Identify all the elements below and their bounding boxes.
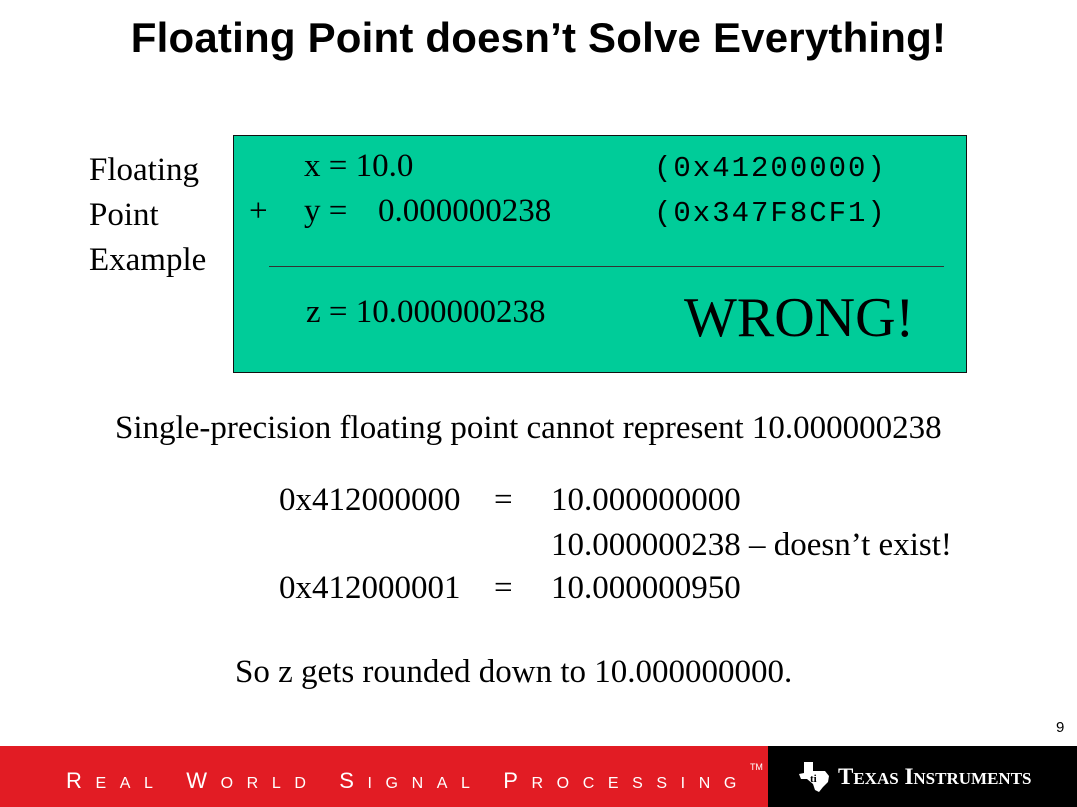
side-label-line-2: Point bbox=[89, 197, 159, 233]
tagline-word-3: SIGNAL bbox=[339, 768, 484, 793]
x-hex-value: (0x41200000) bbox=[654, 152, 887, 185]
row3-hex: 0x412000001 bbox=[279, 570, 461, 606]
brand-name: TEXAS INSTRUMENTS bbox=[838, 764, 1032, 789]
slide-title: Floating Point doesn’t Solve Everything! bbox=[130, 14, 947, 61]
side-label-line-1: Floating bbox=[89, 152, 200, 188]
tagline-word-1: REAL bbox=[66, 768, 167, 793]
texas-state-logo-icon bbox=[798, 760, 832, 794]
x-assignment: x = 10.0 bbox=[304, 148, 414, 184]
conclusion: So z gets rounded down to 10.000000000. bbox=[235, 654, 793, 690]
example-box bbox=[233, 135, 967, 373]
tagline-word-4: PROCESSING bbox=[503, 768, 750, 793]
page-number: 9 bbox=[1056, 719, 1065, 736]
row1-hex: 0x412000000 bbox=[279, 482, 461, 518]
tagline-word-2: WORLD bbox=[186, 768, 320, 793]
footer-tagline bbox=[66, 762, 763, 794]
precision-statement: Single-precision floating point cannot represent 10.000000238 bbox=[115, 410, 942, 446]
wrong-label: WRONG! bbox=[684, 287, 915, 349]
trademark-mark: TM bbox=[749, 762, 763, 772]
row2-value: 10.000000238 – doesn’t exist! bbox=[551, 527, 952, 563]
y-label: y = bbox=[304, 193, 348, 229]
y-value: 0.000000238 bbox=[378, 193, 552, 229]
svg-text:ti: ti bbox=[810, 773, 817, 785]
row1-value: 10.000000000 bbox=[551, 482, 741, 518]
sum-divider bbox=[269, 266, 944, 267]
side-label bbox=[89, 148, 206, 283]
row3-equals: = bbox=[494, 570, 513, 606]
row3-value: 10.000000950 bbox=[551, 570, 741, 606]
side-label-line-3: Example bbox=[89, 242, 207, 278]
y-hex-value: (0x347F8CF1) bbox=[654, 197, 887, 230]
z-result: z = 10.000000238 bbox=[306, 294, 546, 330]
row1-equals: = bbox=[494, 482, 513, 518]
plus-sign: + bbox=[249, 193, 268, 229]
